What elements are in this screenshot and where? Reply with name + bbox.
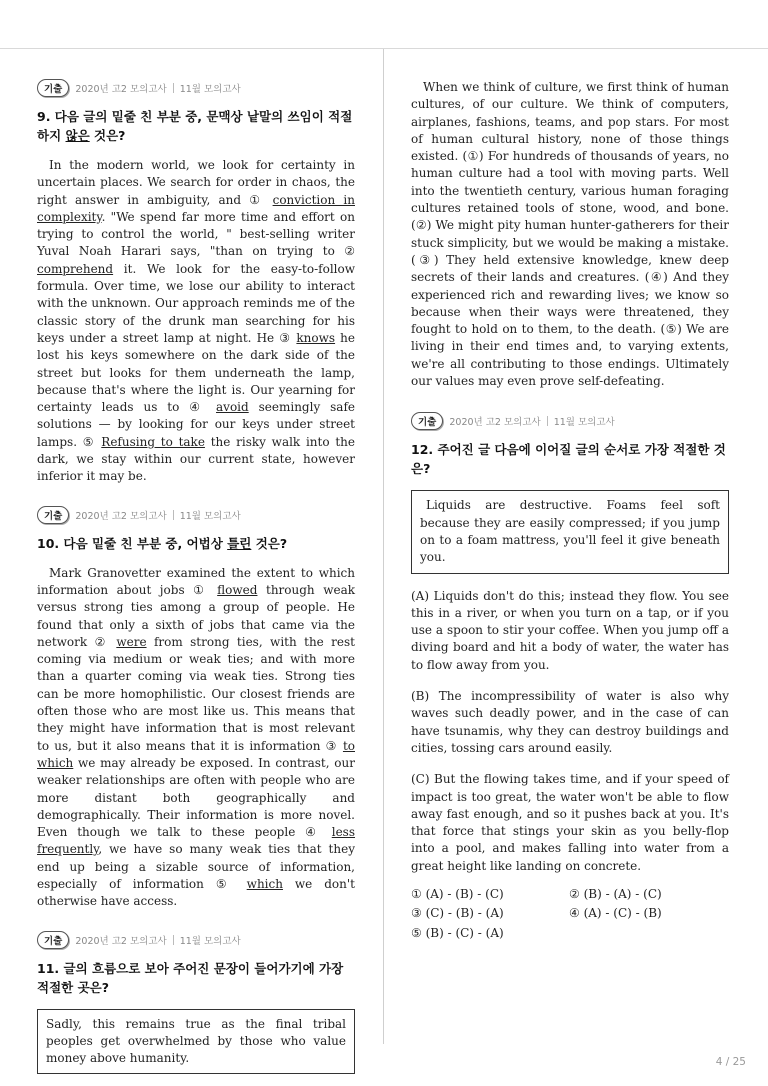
choice-4[interactable]: ④ (A) - (C) - (B)	[569, 906, 662, 921]
q12-source: 2020년 고2 모의고사	[449, 417, 541, 429]
q10-meta	[37, 506, 355, 524]
q10-text-5: , we have so many weak ties that they end up being a sizable source of information, especially of information ⑤	[37, 842, 355, 891]
q11-given-sentence: Sadly, this remains true as the final tribal peoples get overwhelmed by those who value money above humanity.	[37, 1009, 355, 1075]
meta-separator	[173, 935, 174, 945]
q9-underline-3: knows	[296, 330, 336, 345]
q9-source: 2020년 고2 모의고사	[75, 84, 167, 95]
q9-month: 11월 모의고사	[179, 84, 241, 95]
choice-1[interactable]: ① (A) - (B) - (C)	[411, 886, 504, 901]
choice-2[interactable]: ② (B) - (A) - (C)	[569, 886, 662, 901]
q12-paragraph-a: (A) Liquids don't do this; instead they flow. You see this in a river, or when you turn on a tap, or if you use a spoon to stir your coffee. When you jump off a diving board and hit a body of water, the water has to flow away from you.	[411, 588, 729, 672]
q12-meta	[411, 412, 729, 430]
q9-passage	[37, 157, 355, 486]
q9-badge: 기출	[37, 79, 69, 97]
q12-title: 12. 주어진 글 다음에 이어질 글의 순서로 가장 적절한 것은?	[411, 442, 726, 477]
q11-month: 11월 모의고사	[179, 935, 241, 947]
q11-title: 11. 글의 흐름으로 보아 주어진 문장이 들어가기에 가장 적절한 곳은?	[37, 960, 344, 995]
q9-text-4: he lost his keys somewhere on the dark side of the street but looks for them underneath the lamp, because that's where the light is. Our yearning for certainty leads us to ④	[37, 330, 355, 415]
q12-month: 11월 모의고사	[553, 417, 615, 429]
q10-text-6: we don't otherwise have access.	[37, 876, 355, 909]
left-column	[37, 79, 355, 1074]
q10-text-1: Mark Granovetter examined the extent to which information about jobs ①	[37, 565, 355, 597]
q9-text-1: In the modern world, we look for certainty in uncertain places. We search for order in chaos, the right answer in ambiguity, and ①	[37, 158, 355, 207]
q9-title-emph: 않은	[65, 128, 90, 143]
q10-text-2: through weak versus strong ties among a group of people. He found that only a sixth of jobs that came via the network ②	[37, 582, 356, 649]
q11-meta	[37, 931, 355, 949]
page-number: 4 / 25	[715, 1056, 746, 1068]
meta-separator	[547, 416, 548, 426]
q9-underline-4: avoid	[216, 400, 249, 415]
q9-text-5: seemingly safe solutions — by looking for our keys under street lamps. ⑤	[37, 400, 355, 449]
q10-title-c: 것은?	[251, 535, 288, 551]
q9-text-2: . "We spend far more time and effort on trying to control the world, " best-selling writer Yuval Noah Harari says, "than on trying to ②	[37, 209, 355, 259]
q10-month: 11월 모의고사	[179, 510, 241, 522]
column-divider	[383, 49, 384, 1044]
q10-title-a: 10. 다음 밑줄 친 부분 중, 어법상	[37, 535, 228, 551]
q9-underline-5: Refusing to take	[101, 434, 205, 449]
q10-title	[37, 534, 355, 553]
q10-text-4: we may already be exposed. In contrast, our weaker relationships are often with people who are more distant both geographically and demographically. Their information is more novel. Even though we talk to these people ④	[37, 755, 355, 840]
q9-meta	[37, 79, 355, 97]
q12-paragraph-c: (C) But the flowing takes time, and if your speed of impact is too great, the water won't be able to flow away fast enough, and so it pushes back at you. It's that force that stings your skin as you belly-flop into a pool, and makes falling into water from a great height like landing on concrete.	[411, 772, 729, 873]
q9-title	[37, 107, 355, 145]
q9-title-c: 것은?	[89, 128, 126, 143]
q10-badge: 기출	[37, 506, 69, 524]
q9-title-a: 9. 다음 글의 밑줄 친 부분 중, 문맥상 낱말의 쓰임이 적절하지	[37, 109, 353, 143]
q10-title-emph: 틀린	[227, 535, 252, 551]
q10-underline-1: flowed	[217, 582, 258, 597]
q12-paragraph-b: (B) The incompressibility of water is also why waves such deadly power, and in the case of can have tsunamis, why they can destroy buildings and cities, tossing cars around easily.	[411, 689, 729, 755]
q9-text-3: it. We look for the easy-to-follow formula. Over time, we lose our ability to interact with the unknown. Our approach reminds me of the classic story of the drunk man searching for his keys under a street lamp at night. He ③	[37, 261, 355, 345]
meta-separator	[173, 510, 174, 520]
meta-separator	[173, 83, 174, 93]
q10-underline-2: were	[116, 634, 147, 649]
right-column	[411, 79, 729, 943]
q9-underline-2: comprehend	[37, 261, 114, 276]
q10-text-3: from strong ties, with the rest coming via medium or weak ties; and with more than a quarter coming via weak ties. Strong ties can be more homophilistic. Our closest friends are often those who are most like us. This means that they might have information that is most relevant to us, but it also means that it is information ③	[37, 634, 355, 753]
q12-choices	[411, 885, 729, 944]
q12-badge: 기출	[411, 412, 443, 430]
q10-underline-3: to which	[37, 738, 355, 770]
q11-badge: 기출	[37, 931, 69, 949]
header-rule	[0, 48, 768, 49]
q12-given-text: Liquids are destructive. Foams feel soft because they are easily compressed; if you jump on to a foam mattress, you'll feel it give beneath you.	[411, 490, 729, 573]
q11-source: 2020년 고2 모의고사	[75, 935, 167, 947]
choice-5[interactable]: ⑤ (B) - (C) - (A)	[411, 925, 504, 940]
q11-passage: When we think of culture, we first think of human cultures, of our culture. We think of computers, airplanes, fashions, teams, and pop stars. For most of human cultural history, none of those things existed. (①) For hundreds of thousands of years, no human culture had a tool with moving parts. Well into the twentieth century, various human foraging cultures retained tools of stone, wood, and bone. (②) We might pity human hunter-gatherers for their stuck simplicity, but we would be making a mistake. (③) They held extensive knowledge, knew deep secrets of their lands and creatures. (④) And they experienced rich and rewarding lives; we know so because when their ways were threatened, they fought to hold on to them, to the death. (⑤) We are living in their end times and, to varying extents, we're all contributing to those endings. Ultimately our values may even prove self-defeating.	[411, 80, 729, 389]
choice-3[interactable]: ③ (C) - (B) - (A)	[411, 906, 504, 921]
q10-source: 2020년 고2 모의고사	[75, 510, 167, 522]
q10-underline-4: less frequently	[37, 825, 355, 857]
q9-text-6: the risky walk into the dark, we stay within our current state, however inferior it may be.	[37, 434, 356, 484]
q10-underline-5: which	[246, 876, 283, 891]
q10-passage	[37, 565, 355, 911]
q9-underline-1: conviction in complexity	[37, 192, 355, 224]
